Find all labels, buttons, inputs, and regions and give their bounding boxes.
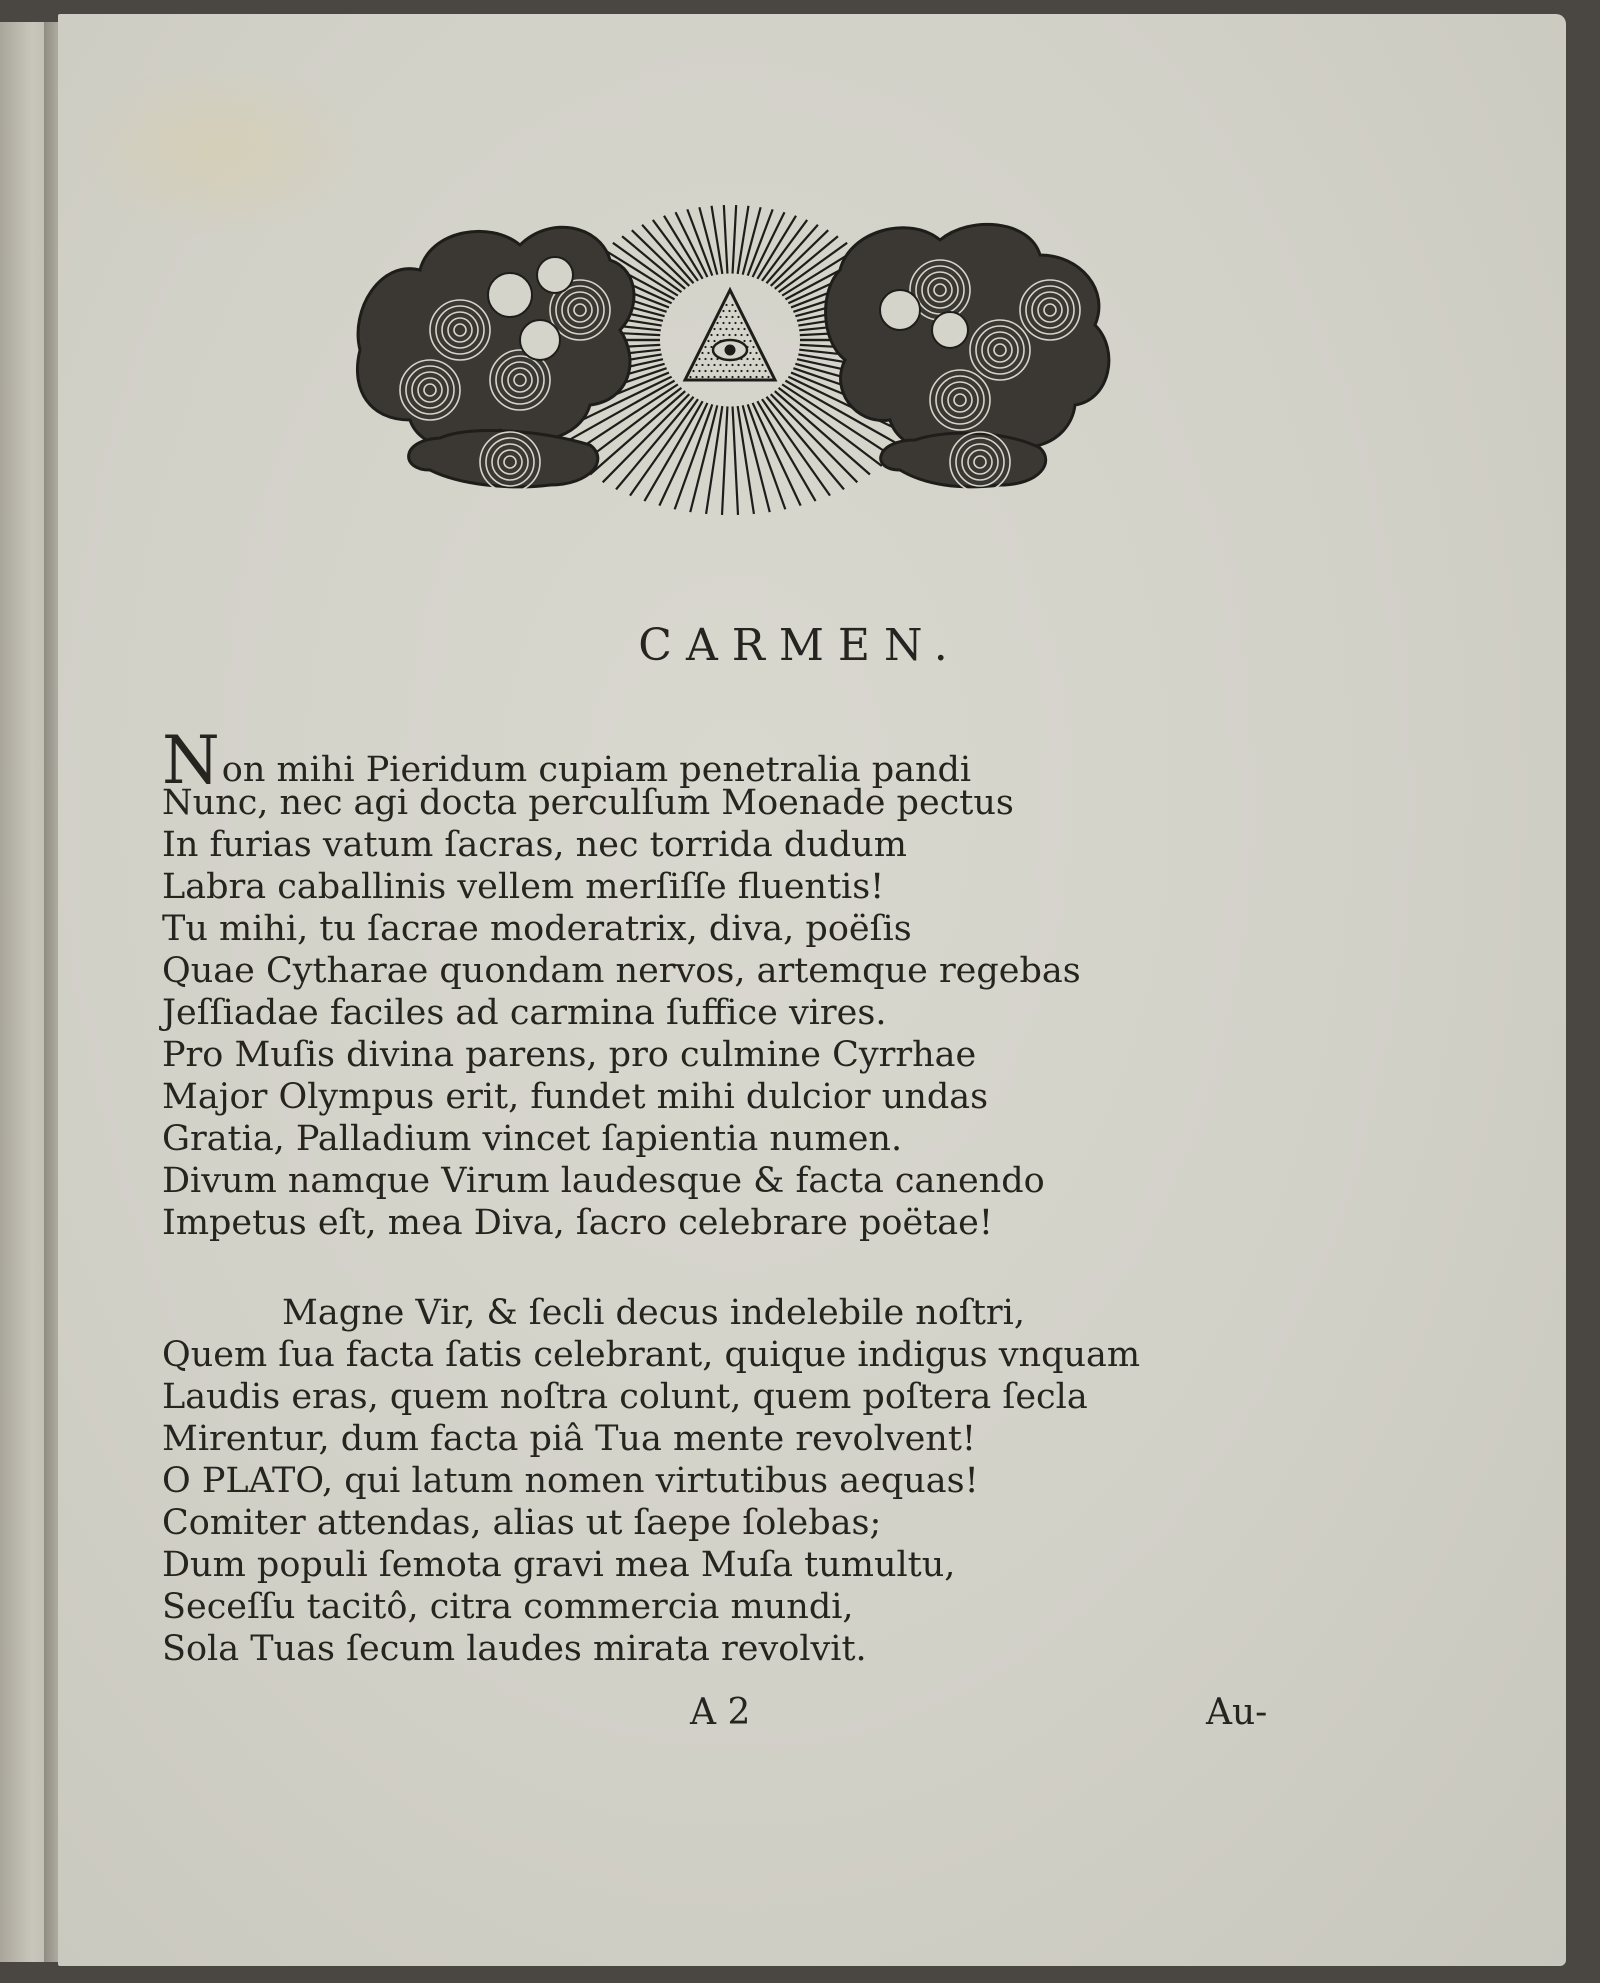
verse-line: Pro Muſis divina parens, pro culmine Cyrrhae xyxy=(162,1035,977,1075)
verse-line: Quem ſua facta ſatis celebrant, quique indigus vnquam xyxy=(162,1335,1141,1375)
verse-line: Tu mihi, tu ſacrae moderatrix, diva, poëſis xyxy=(162,909,912,949)
verse-line: Quae Cytharae quondam nervos, artemque regebas xyxy=(162,951,1081,991)
eye-of-providence-headpiece-icon xyxy=(340,200,1120,520)
verse-line: Comiter attendas, alias ut ſaepe ſolebas; xyxy=(162,1503,882,1543)
verse-line: Magne Vir, & ſecli decus indelebile noſtri, xyxy=(282,1293,1025,1333)
verse-line: Divum namque Virum laudesque & facta canendo xyxy=(162,1161,1045,1201)
page-title: CARMEN. xyxy=(638,620,962,671)
catchword: Au- xyxy=(1206,1692,1268,1733)
verse-line: Laudis eras, quem noſtra colunt, quem poſtera ſecla xyxy=(162,1377,1088,1417)
verse-line: Sola Tuas ſecum laudes mirata revolvit. xyxy=(162,1629,867,1669)
verse-line: Mirentur, dum facta piâ Tua mente revolvent! xyxy=(162,1419,976,1459)
verse-line: Labra caballinis vellem merſiſſe fluentis! xyxy=(162,867,885,907)
verse-line: Nunc, nec agi docta perculſum Moenade pectus xyxy=(162,783,1014,823)
verse-line: Gratia, Palladium vincet ſapientia numen. xyxy=(162,1119,903,1159)
verse-line xyxy=(162,722,1081,799)
drop-cap: N xyxy=(162,722,220,799)
verse-line: Dum populi ſemota gravi mea Muſa tumultu, xyxy=(162,1545,956,1585)
verse-line: O PLATO, qui latum nomen virtutibus aequas! xyxy=(162,1461,979,1501)
stanza-one xyxy=(162,722,1081,1244)
verse-line: In furias vatum ſacras, nec torrida dudum xyxy=(162,825,907,865)
verse-line-text: on mihi Pieridum cupiam penetralia pandi xyxy=(221,750,972,790)
verse-line: Seceſſu tacitô, citra commercia mundi, xyxy=(162,1587,854,1627)
verse-line: Jeſſiadae faciles ad carmina ſuffice vires. xyxy=(162,993,887,1033)
paper-stain xyxy=(70,60,370,240)
verse-line: Major Olympus erit, fundet mihi dulcior undas xyxy=(162,1077,989,1117)
signature-mark: A 2 xyxy=(690,1692,751,1733)
stanza-two xyxy=(162,1292,1140,1670)
verse-line: Impetus eſt, mea Diva, ſacro celebrare poëtae! xyxy=(162,1203,993,1243)
